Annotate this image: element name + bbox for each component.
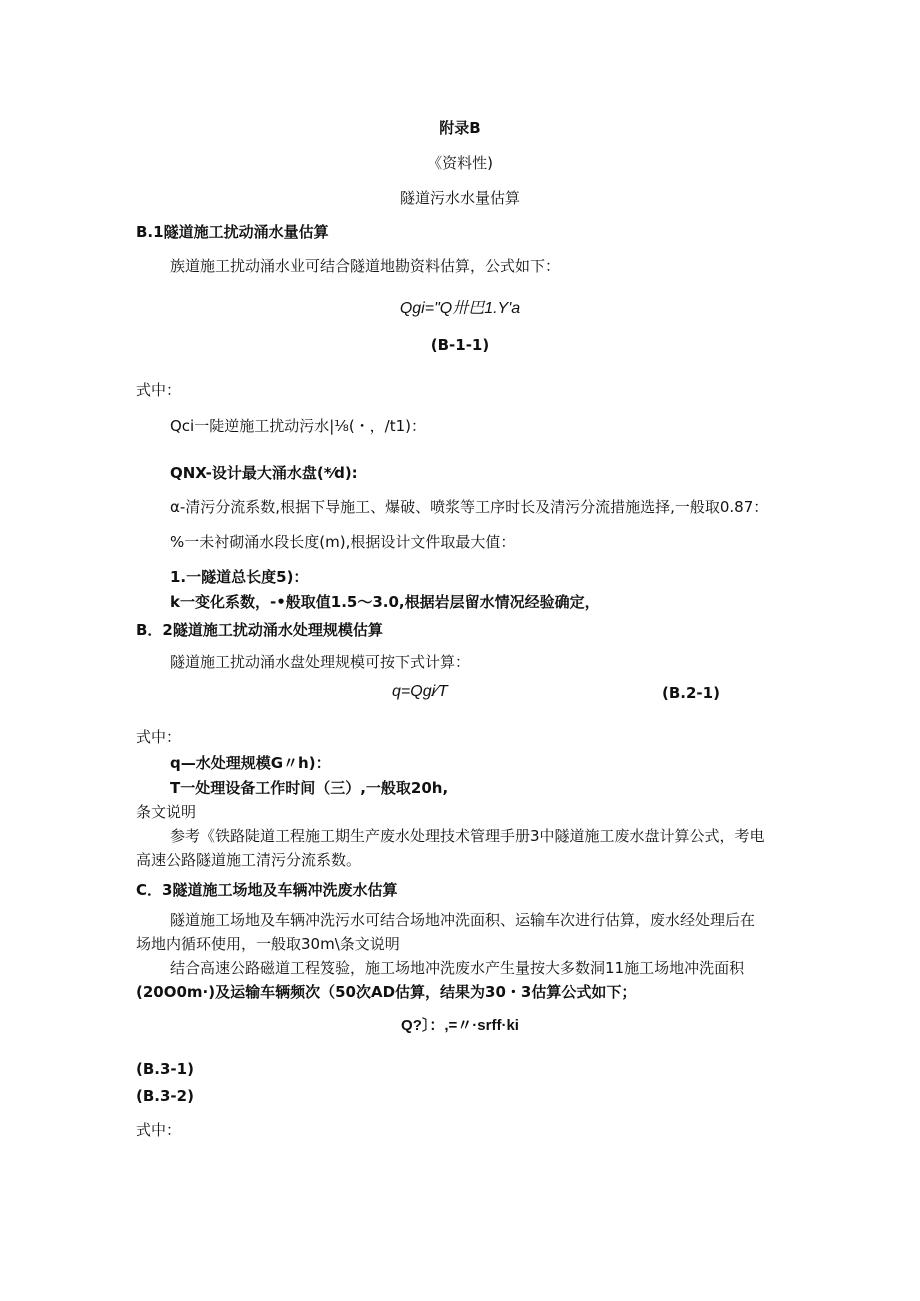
appendix-title: 附录B: [439, 119, 481, 137]
formula-label-b1-1-1: (B-1-1): [430, 336, 490, 354]
where-label-b2: 式中：: [136, 728, 182, 746]
section-b3-heading: C．3隧道施工场地及车辆冲洗废水估算: [136, 881, 398, 899]
section-b2-intro: 隧道施工扰动涌水盘处理规模可按下式计算：: [170, 653, 471, 671]
where-label-b1: 式中：: [136, 381, 182, 399]
definition-q: q—水处理规模G〃h)：: [170, 754, 331, 772]
formula-b1: Qgi="Q卅巴1.Y'a: [399, 300, 521, 317]
formula-label-b2-1: (B.2-1): [662, 684, 720, 702]
formula-b2: q=Qgi∕T: [392, 683, 448, 700]
definition-k: k一变化系数，-•般取值1.5〜3.0,根据岩层留水情况经验确定，: [170, 593, 600, 611]
definition-t: T一处理设备工作时间（三）,一般取20h,: [170, 779, 449, 797]
definition-alpha: α-清污分流系数,根据下导施工、爆破、喷浆等工序时长及清污分流措施选择,一般取0.87：: [170, 498, 769, 516]
nature-label: 《资料性): [427, 154, 493, 172]
where-label-b3: 式中：: [136, 1121, 182, 1139]
definition-qci: Qci一陡逆施工扰动污水|⅛(・，/t1)：: [170, 417, 426, 435]
formula-b3: Q?〕：,=〃·srff·ki: [401, 1017, 519, 1034]
section-b1-heading: B.1隧道施工扰动涌水量估算: [136, 223, 329, 241]
section-b3-para1-line-1: 隧道施工场地及车辆冲洗污水可结合场地冲洗面积、运输车次进行估算，废水经处理后在: [170, 911, 756, 929]
definition-qnx: QNX-设计最大涌水盘(*⁄d):: [170, 464, 358, 482]
note-title-b2: 条文说明: [136, 803, 197, 821]
section-b3-para1-line-2: 场地内循环使用，一般取30m\条文说明: [136, 935, 400, 953]
formula-label-b3-2: (B.3-2): [136, 1087, 194, 1105]
definition-unlined-length: %一未衬砌涌水段长度(m),根据设计文件取最大值：: [170, 533, 516, 551]
document-title: 隧道污水水量估算: [399, 189, 520, 207]
formula-label-b3-1: (B.3-1): [136, 1060, 194, 1078]
definition-tunnel-length: 1.一隧道总长度5)：: [170, 568, 309, 586]
section-b3-para2-line-1: 结合高速公路磁道工程笈验，施工场地冲洗废水产生量按大多数洞11施工场地冲洗面积: [170, 959, 745, 977]
note-b2-line-2: 高速公路隧道施工清污分流系数。: [136, 851, 362, 869]
section-b3-para2-line-2: (20O0m·)及运输车辆频次（50次AD估算，结果为30・3估算公式如下；: [136, 983, 637, 1001]
section-b1-intro: 族道施工扰动涌水业可结合隧道地勘资料估算，公式如下：: [170, 257, 561, 275]
section-b2-heading: B．2隧道施工扰动涌水处理规模估算: [136, 621, 383, 639]
note-b2-line-1: 参考《铁路陡道工程施工期生产废水处理技术管理手册3中隧道施工废水盘计算公式，考电: [170, 827, 765, 845]
